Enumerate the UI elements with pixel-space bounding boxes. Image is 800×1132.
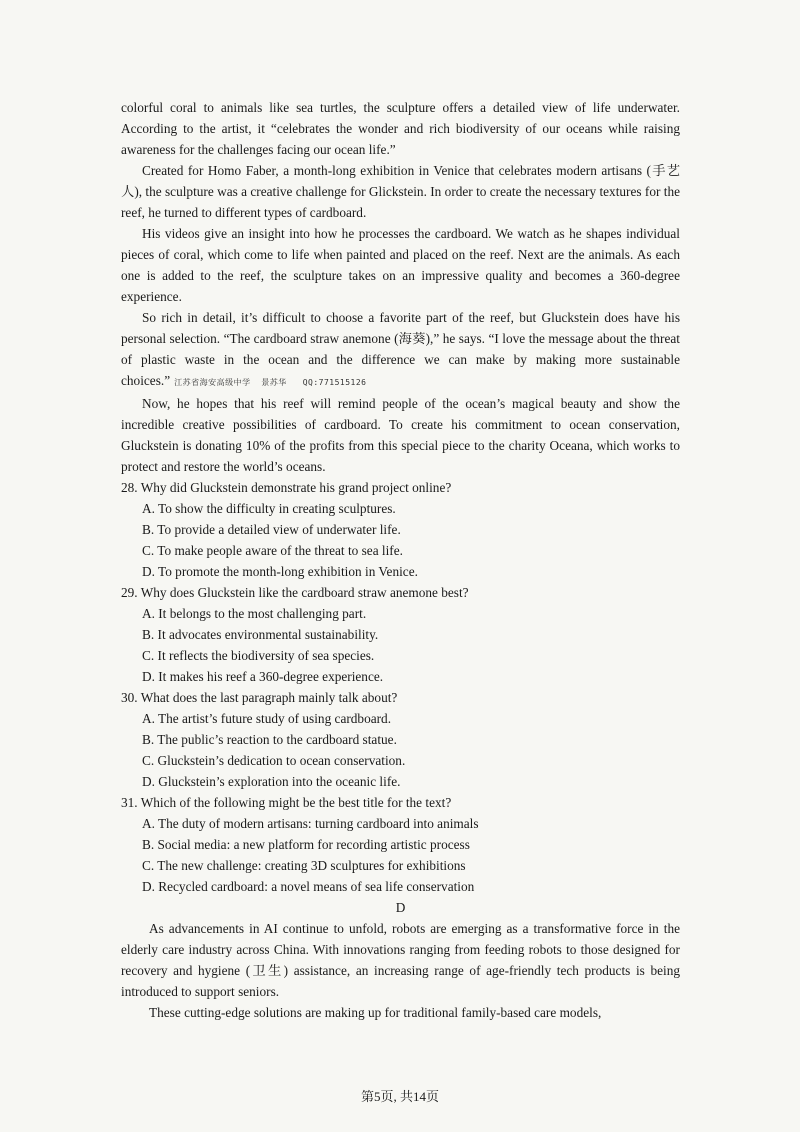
question-stem: 28. Why did Gluckstein demonstrate his grand project online? [121,480,452,495]
question-stem: 31. Which of the following might be the best title for the text? [121,795,452,810]
option-a: A. To show the difficulty in creating sculptures. [142,501,396,516]
option-c: C. It reflects the biodiversity of sea species. [142,648,375,663]
option-c: C. To make people aware of the threat to sea life. [142,543,403,558]
option-b: B. The public’s reaction to the cardboard statue. [142,732,397,747]
option-a: A. It belongs to the most challenging part. [142,606,367,621]
option-d: D. To promote the month-long exhibition in Venice. [142,564,418,579]
passage-c-paragraph-5: Now, he hopes that his reef will remind people of the ocean’s magical beauty and show the incredible creative possibilities of cardboard. To create his commitment to ocean conservation, Gluckstein is donating 10% of the profits from this special piece to the charity Oceana, which works to protect and restore the world’s oceans. [121,396,680,474]
passage-c-paragraph-3: His videos give an insight into how he processes the cardboard. We watch as he shapes individual pieces of coral, which come to life when painted and placed on the reef. Next are the animals. As each one is added to the reef, the sculpture takes on an impressive quality and becomes a 360-degree experience. [121,226,680,304]
question-31 [121,792,680,897]
passage-d-paragraph-2: These cutting-edge solutions are making up for traditional family-based care models, [149,1005,602,1020]
passage-d-paragraph-1: As advancements in AI continue to unfold, robots are emerging as a transformative force in the elderly care industry across China. With innovations ranging from feeding robots to those designed for recovery and hygiene (卫生) assistance, an increasing range of age-friendly tech products is being introduced to support seniors. [121,921,680,999]
question-29 [121,582,680,687]
text-block [121,97,680,1023]
option-b: B. Social media: a new platform for recording artistic process [142,837,470,852]
option-a: A. The duty of modern artisans: turning cardboard into animals [142,816,479,831]
question-28 [121,477,680,582]
passage-c-paragraph-2: Created for Homo Faber, a month-long exhibition in Venice that celebrates modern artisans (手艺人), the sculpture was a creative challenge for Glickstein. In order to create the necessary textures for the reef, he turned to different types of cardboard. [121,163,680,220]
passage-c-paragraph-4 [121,307,680,393]
option-d: D. Gluckstein’s exploration into the oceanic life. [142,774,401,789]
option-d: D. It makes his reef a 360-degree experience. [142,669,384,684]
option-d: D. Recycled cardboard: a novel means of sea life conservation [142,879,475,894]
contact-watermark: 江苏省海安高级中学 景苏华 QQ:771515126 [174,378,367,387]
passage-c-paragraph-1: colorful coral to animals like sea turtles, the sculpture offers a detailed view of life underwater. According to the artist, it “celebrates the wonder and rich biodiversity of our oceans while raising awareness for the challenges facing our ocean life.” [121,100,680,157]
question-30 [121,687,680,792]
option-a: A. The artist’s future study of using cardboard. [142,711,392,726]
option-b: B. It advocates environmental sustainability. [142,627,379,642]
question-stem: 30. What does the last paragraph mainly talk about? [121,690,398,705]
option-c: C. The new challenge: creating 3D sculptures for exhibitions [142,858,466,873]
option-c: C. Gluckstein’s dedication to ocean conservation. [142,753,406,768]
section-d-heading: D [395,900,406,915]
question-stem: 29. Why does Gluckstein like the cardboard straw anemone best? [121,585,469,600]
passage-c-paragraph-4-text: So rich in detail, it’s difficult to choose a favorite part of the reef, but Gluckstein does have his personal selection. “The cardboard straw anemone (海葵),” he says. “I love the message about the threat of plastic waste in the ocean and the difference we can make by making more sustainable choices.” [121,310,680,388]
page-number-footer: 第5页, 共14页 [360,1089,439,1104]
option-b: B. To provide a detailed view of underwater life. [142,522,401,537]
